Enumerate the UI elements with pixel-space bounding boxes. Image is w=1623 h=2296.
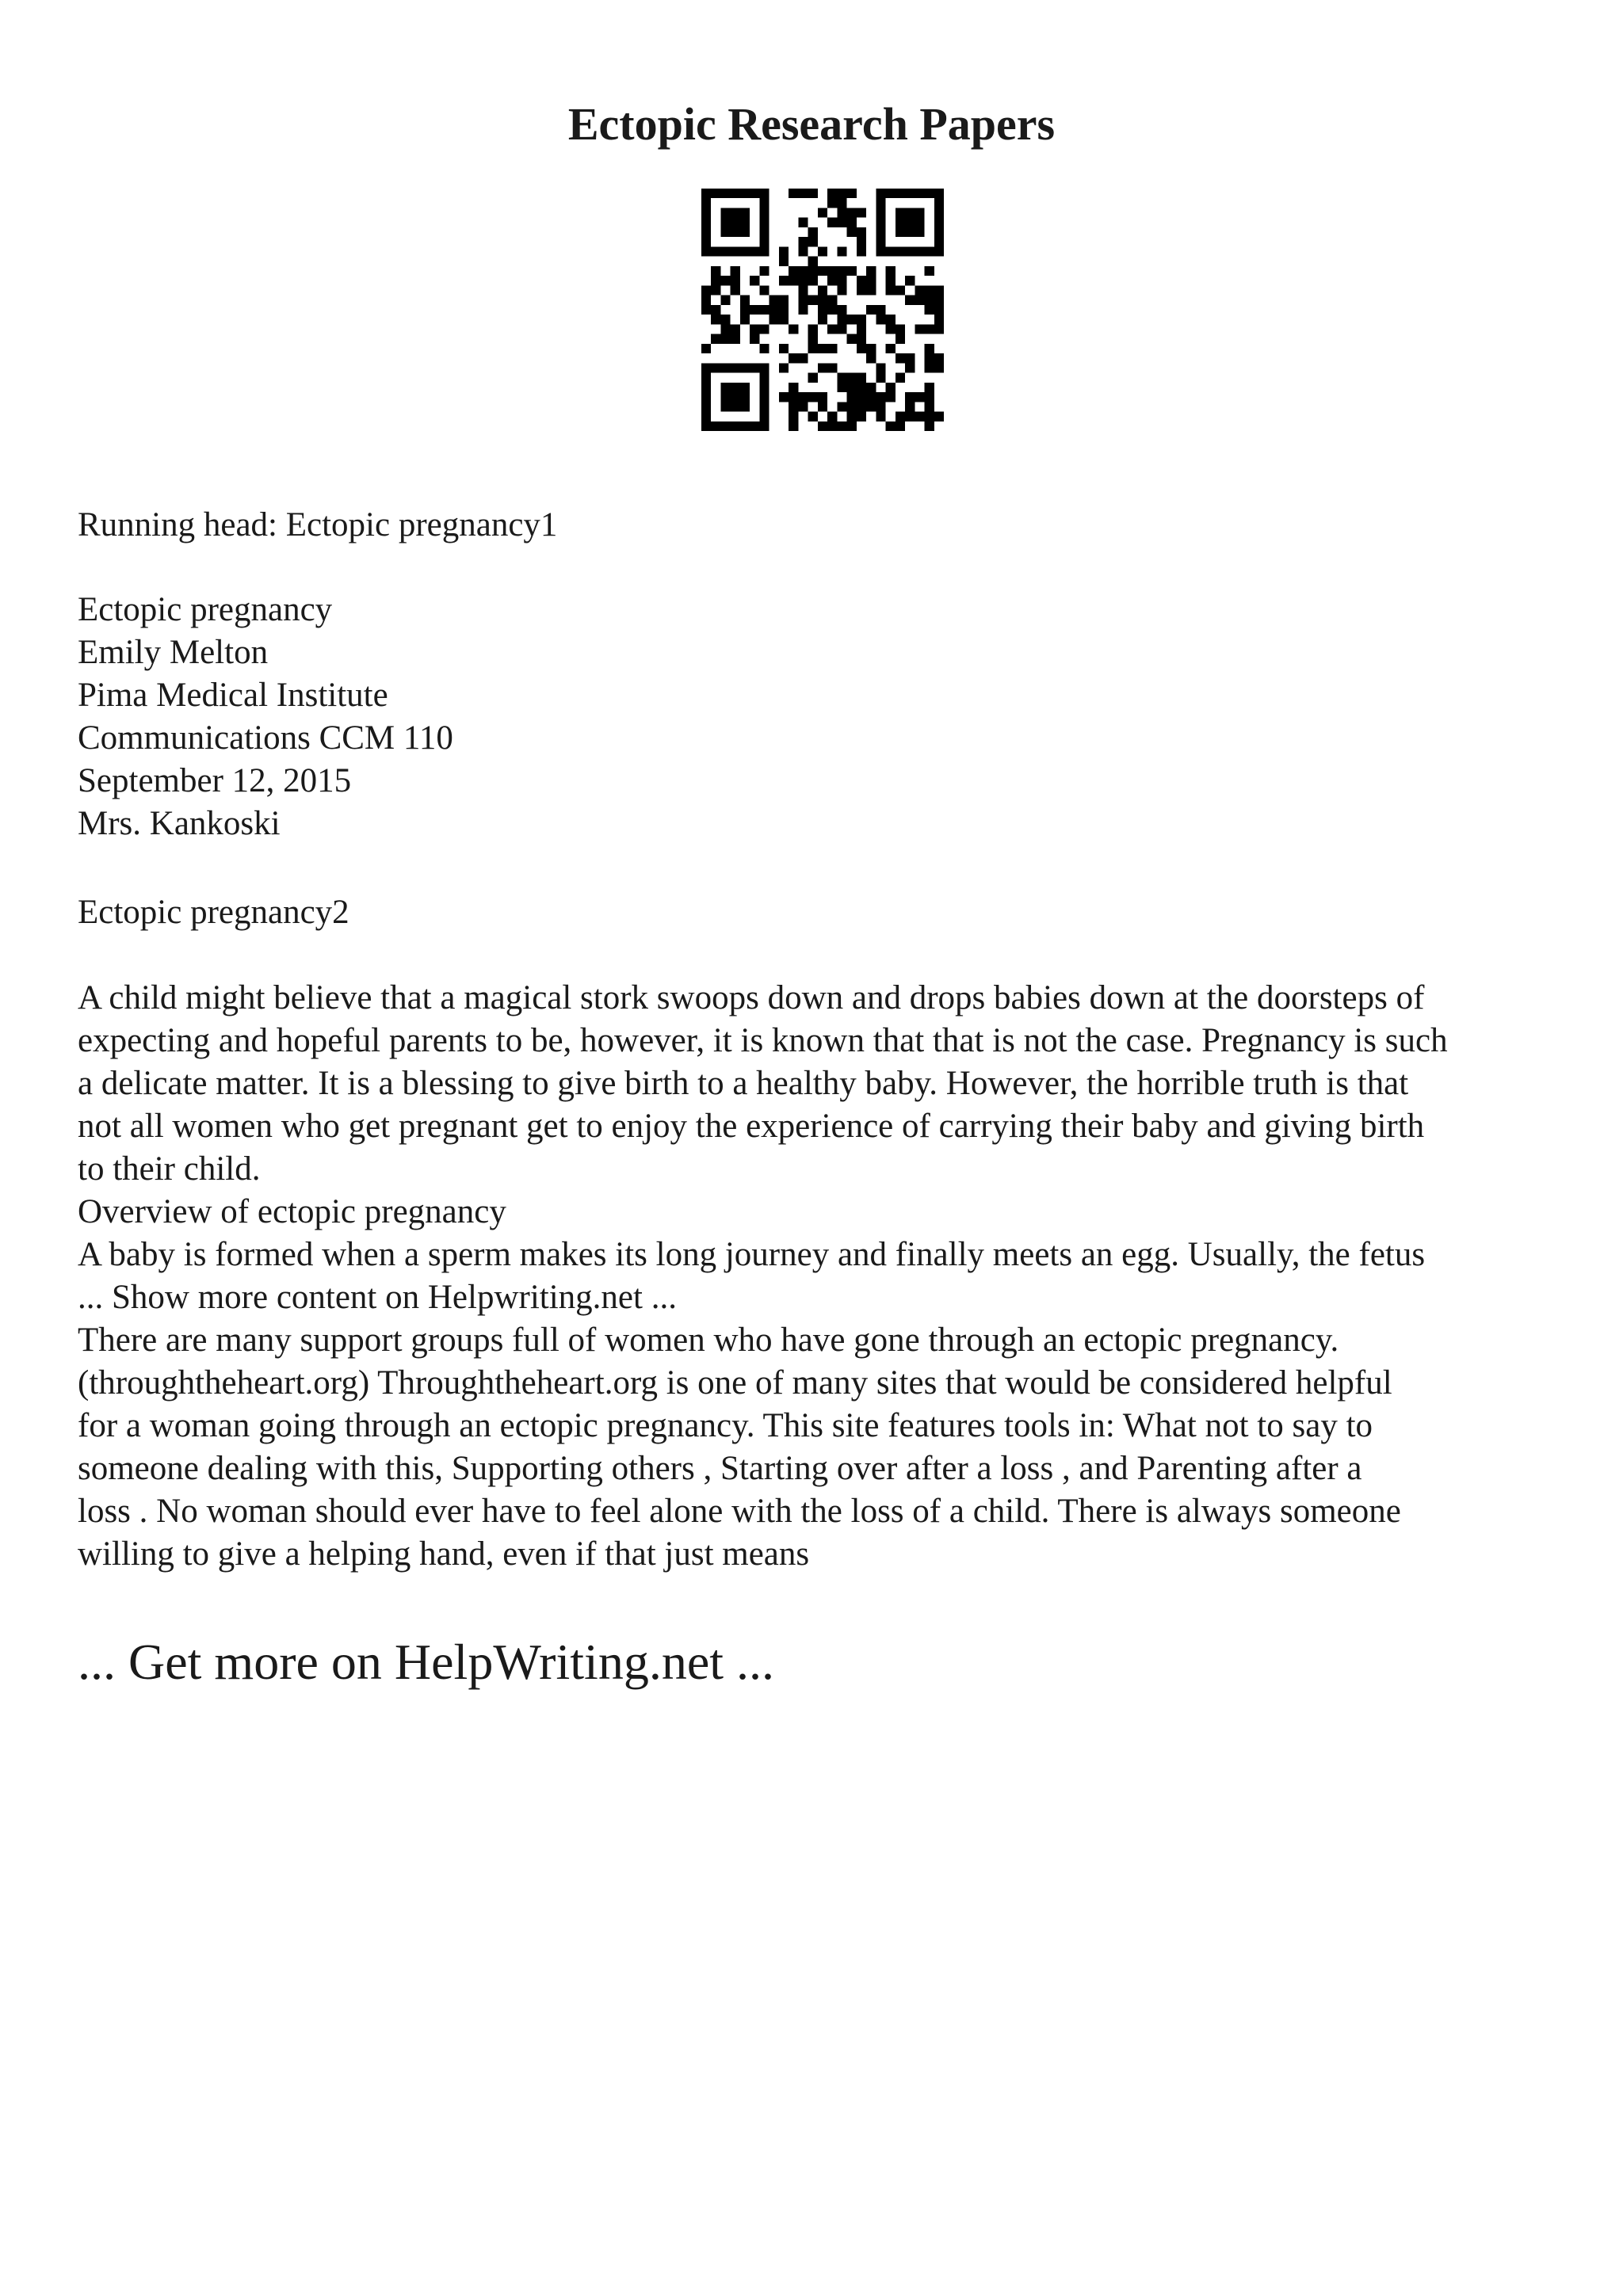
qr-module: [720, 315, 730, 324]
qr-module: [837, 402, 846, 411]
qr-module: [818, 363, 827, 372]
overview-line: A baby is formed when a sperm makes its long journey and finally meets an egg. Usually, the fetus: [78, 1236, 1426, 1273]
qr-module: [886, 344, 896, 353]
cover-line-course: Communications CCM 110: [78, 719, 453, 757]
qr-code-icon[interactable]: [701, 189, 944, 431]
qr-module: [808, 237, 818, 246]
qr-module: [876, 363, 885, 372]
qr-module: [759, 344, 769, 353]
qr-module: [866, 344, 876, 353]
qr-module: [896, 285, 905, 295]
qr-module: [711, 334, 720, 344]
qr-module: [857, 392, 866, 402]
qr-module: [876, 402, 885, 411]
qr-module: [731, 276, 740, 285]
qr-module: [934, 363, 944, 372]
qr-module: [827, 363, 837, 372]
qr-module: [847, 392, 857, 402]
qr-module: [886, 383, 896, 392]
qr-module: [857, 276, 866, 285]
qr-module: [896, 412, 905, 421]
qr-module: [876, 373, 885, 383]
qr-module: [915, 285, 924, 295]
qr-module: [896, 421, 905, 431]
qr-module: [847, 421, 857, 431]
qr-module: [789, 324, 798, 334]
qr-module: [789, 276, 798, 285]
qr-module: [925, 383, 934, 392]
intro-line: expecting and hopeful parents to be, however, it is known that that is not the case. Pregnancy is such: [78, 1022, 1448, 1059]
intro-line: to their child.: [78, 1150, 261, 1188]
cover-line-author: Emily Melton: [78, 634, 269, 671]
qr-module: [789, 392, 798, 402]
qr-module: [915, 392, 924, 402]
qr-module: [798, 218, 808, 227]
qr-module: [759, 324, 769, 334]
qr-module: [818, 315, 827, 324]
qr-module: [720, 334, 730, 344]
qr-module: [808, 324, 818, 334]
qr-module: [857, 315, 866, 324]
qr-module: [789, 189, 798, 198]
qr-module: [876, 315, 885, 324]
qr-module: [798, 276, 808, 285]
qr-module: [731, 324, 740, 334]
qr-module: [866, 276, 876, 285]
cover-line-instructor: Mrs. Kankoski: [78, 805, 281, 842]
qr-module: [827, 189, 837, 198]
qr-module: [779, 392, 789, 402]
running-head: Running head: Ectopic pregnancy1: [78, 506, 558, 543]
qr-module: [759, 285, 769, 295]
qr-module: [808, 392, 818, 402]
qr-module: [847, 373, 857, 383]
qr-module: [847, 208, 857, 217]
qr-module: [905, 402, 915, 411]
support-line: (throughtheheart.org) Throughtheheart.org is one of many sites that would be considered helpful: [78, 1364, 1392, 1402]
cover-line-date: September 12, 2015: [78, 762, 352, 799]
qr-module: [847, 412, 857, 421]
qr-module: [866, 392, 876, 402]
qr-module: [798, 305, 808, 315]
qr-module: [934, 315, 944, 324]
cover-line-title: Ectopic pregnancy: [78, 591, 333, 628]
qr-module: [886, 324, 896, 334]
qr-module: [934, 324, 944, 334]
qr-module: [925, 296, 934, 305]
qr-module: [808, 334, 818, 344]
qr-module: [779, 276, 789, 285]
qr-module: [925, 344, 934, 353]
page-title: Ectopic Research Papers: [567, 98, 1056, 150]
qr-module: [827, 276, 837, 285]
intro-line: a delicate matter. It is a blessing to give birth to a healthy baby. However, the horrible truth is that: [78, 1065, 1409, 1102]
qr-module: [779, 344, 789, 353]
qr-module: [750, 305, 759, 315]
qr-module: [789, 353, 798, 363]
qr-module: [905, 353, 915, 363]
qr-module: [789, 412, 798, 421]
qr-module: [731, 266, 740, 276]
qr-module: [750, 334, 759, 344]
qr-module: [847, 266, 857, 276]
qr-module: [808, 257, 818, 266]
qr-module: [818, 266, 827, 276]
qr-module: [789, 421, 798, 431]
qr-module: [731, 285, 740, 295]
qr-module: [925, 421, 934, 431]
qr-module: [857, 334, 866, 344]
qr-module: [837, 218, 846, 227]
qr-module: [789, 266, 798, 276]
qr-module: [837, 324, 846, 334]
qr-module: [808, 189, 818, 198]
qr-module: [837, 266, 846, 276]
qr-module: [740, 296, 750, 305]
qr-module: [925, 402, 934, 411]
qr-module: [925, 266, 934, 276]
qr-module: [779, 315, 789, 324]
qr-module: [827, 266, 837, 276]
qr-module: [798, 402, 808, 411]
qr-module: [905, 296, 915, 305]
qr-module: [866, 285, 876, 295]
qr-module: [857, 237, 866, 246]
qr-module: [827, 412, 837, 421]
qr-module: [876, 412, 885, 421]
qr-module: [808, 227, 818, 237]
qr-module: [818, 305, 827, 315]
qr-module: [798, 392, 808, 402]
qr-module: [925, 324, 934, 334]
qr-module: [876, 392, 885, 402]
support-line: willing to give a helping hand, even if that just means: [78, 1535, 810, 1573]
section-heading: Overview of ectopic pregnancy: [78, 1193, 506, 1230]
qr-module: [857, 373, 866, 383]
qr-module: [857, 208, 866, 217]
qr-module: [886, 315, 896, 324]
qr-module: [837, 373, 846, 383]
qr-module: [837, 305, 846, 315]
qr-module: [779, 257, 789, 266]
qr-module: [720, 296, 730, 305]
qr-module: [827, 198, 837, 208]
qr-module: [847, 189, 857, 198]
cover-line-institution: Pima Medical Institute: [78, 677, 388, 714]
qr-module: [866, 402, 876, 411]
qr-module: [808, 296, 818, 305]
qr-module: [818, 285, 827, 295]
qr-module: [857, 344, 866, 353]
qr-module: [789, 383, 798, 392]
qr-module: [857, 412, 866, 421]
qr-module: [711, 285, 720, 295]
qr-module: [866, 353, 876, 363]
qr-module: [886, 392, 896, 402]
qr-module: [866, 266, 876, 276]
qr-module: [896, 353, 905, 363]
qr-module: [750, 324, 759, 334]
qr-module: [798, 353, 808, 363]
qr-module: [837, 189, 846, 198]
qr-module: [886, 285, 896, 295]
qr-module: [711, 315, 720, 324]
qr-module: [827, 344, 837, 353]
qr-module: [925, 363, 934, 372]
qr-module: [818, 246, 827, 256]
qr-module: [866, 383, 876, 392]
qr-module: [886, 276, 896, 285]
intro-line: A child might believe that a magical stork swoops down and drops babies down at the doorsteps of: [78, 979, 1425, 1016]
qr-module: [886, 266, 896, 276]
qr-module: [759, 266, 769, 276]
qr-module: [711, 266, 720, 276]
qr-module: [798, 266, 808, 276]
qr-module: [789, 402, 798, 411]
qr-module: [925, 392, 934, 402]
get-more-link[interactable]: ... Get more on HelpWriting.net ...: [78, 1634, 774, 1690]
qr-module: [711, 305, 720, 315]
qr-module: [837, 383, 846, 392]
qr-module: [818, 296, 827, 305]
qr-module: [798, 237, 808, 246]
qr-module: [827, 421, 837, 431]
qr-module: [769, 296, 779, 305]
qr-module: [750, 276, 759, 285]
qr-module: [779, 296, 789, 305]
show-more-link[interactable]: ... Show more content on Helpwriting.net ...: [78, 1279, 677, 1316]
qr-module: [837, 198, 846, 208]
qr-module: [934, 296, 944, 305]
qr-module: [837, 246, 846, 256]
qr-module: [818, 344, 827, 353]
qr-module: [701, 305, 711, 315]
support-line: loss . No woman should ever have to feel alone with the loss of a child. There is always someone: [78, 1493, 1401, 1530]
qr-module: [827, 324, 837, 334]
qr-module: [837, 208, 846, 217]
qr-module: [905, 363, 915, 372]
qr-module: [857, 383, 866, 392]
qr-module: [896, 324, 905, 334]
qr-module: [818, 402, 827, 411]
qr-module: [896, 373, 905, 383]
qr-module: [925, 412, 934, 421]
support-line: someone dealing with this, Supporting others , Starting over after a loss , and Parenting after a: [78, 1450, 1362, 1487]
qr-module: [837, 285, 846, 295]
qr-module: [827, 218, 837, 227]
qr-module: [925, 285, 934, 295]
qr-module: [798, 246, 808, 256]
qr-module: [847, 383, 857, 392]
support-line: There are many support groups full of women who have gone through an ectopic pregnancy.: [78, 1322, 1339, 1359]
qr-module: [857, 402, 866, 411]
qr-module: [925, 305, 934, 315]
qr-module: [847, 334, 857, 344]
qr-module: [808, 276, 818, 285]
qr-module: [779, 305, 789, 315]
qr-module: [769, 305, 779, 315]
qr-module: [808, 344, 818, 353]
qr-module: [915, 324, 924, 334]
qr-module: [896, 334, 905, 344]
qr-module: [925, 353, 934, 363]
qr-module: [934, 285, 944, 295]
qr-module: [837, 315, 846, 324]
qr-module: [711, 276, 720, 285]
qr-module: [837, 421, 846, 431]
qr-module: [847, 315, 857, 324]
qr-module: [798, 285, 808, 295]
qr-module: [759, 305, 769, 315]
qr-module: [827, 305, 837, 315]
qr-module: [847, 227, 857, 237]
qr-module: [740, 305, 750, 315]
qr-module: [857, 246, 866, 256]
support-line: for a woman going through an ectopic pregnancy. This site features tools in: What not to say to: [78, 1407, 1373, 1444]
qr-module: [779, 363, 789, 372]
qr-module: [798, 296, 808, 305]
qr-module: [857, 227, 866, 237]
qr-module: [720, 276, 730, 285]
intro-line: not all women who get pregnant get to enjoy the experience of carrying their baby and giving birth: [78, 1108, 1425, 1145]
qr-module: [769, 315, 779, 324]
qr-module: [827, 296, 837, 305]
qr-module: [808, 373, 818, 383]
qr-module: [857, 324, 866, 334]
qr-module: [701, 285, 711, 295]
qr-module: [701, 296, 711, 305]
qr-module: [701, 344, 711, 353]
qr-module: [837, 276, 846, 285]
qr-module: [934, 353, 944, 363]
qr-module: [740, 315, 750, 324]
qr-module: [818, 421, 827, 431]
qr-module: [731, 334, 740, 344]
qr-module: [876, 305, 885, 315]
qr-module: [934, 305, 944, 315]
qr-module: [905, 392, 915, 402]
qr-module: [857, 285, 866, 295]
qr-module: [915, 412, 924, 421]
qr-module: [915, 296, 924, 305]
qr-module: [866, 305, 876, 315]
qr-module: [808, 266, 818, 276]
qr-module: [818, 208, 827, 217]
qr-module: [720, 324, 730, 334]
qr-module: [905, 412, 915, 421]
qr-module: [818, 392, 827, 402]
qr-module: [847, 218, 857, 227]
page-header-2: Ectopic pregnancy2: [78, 894, 349, 931]
qr-module: [808, 412, 818, 421]
qr-module: [934, 412, 944, 421]
qr-module: [847, 402, 857, 411]
qr-module: [798, 189, 808, 198]
qr-module: [886, 421, 896, 431]
qr-module: [905, 276, 915, 285]
qr-module: [779, 246, 789, 256]
